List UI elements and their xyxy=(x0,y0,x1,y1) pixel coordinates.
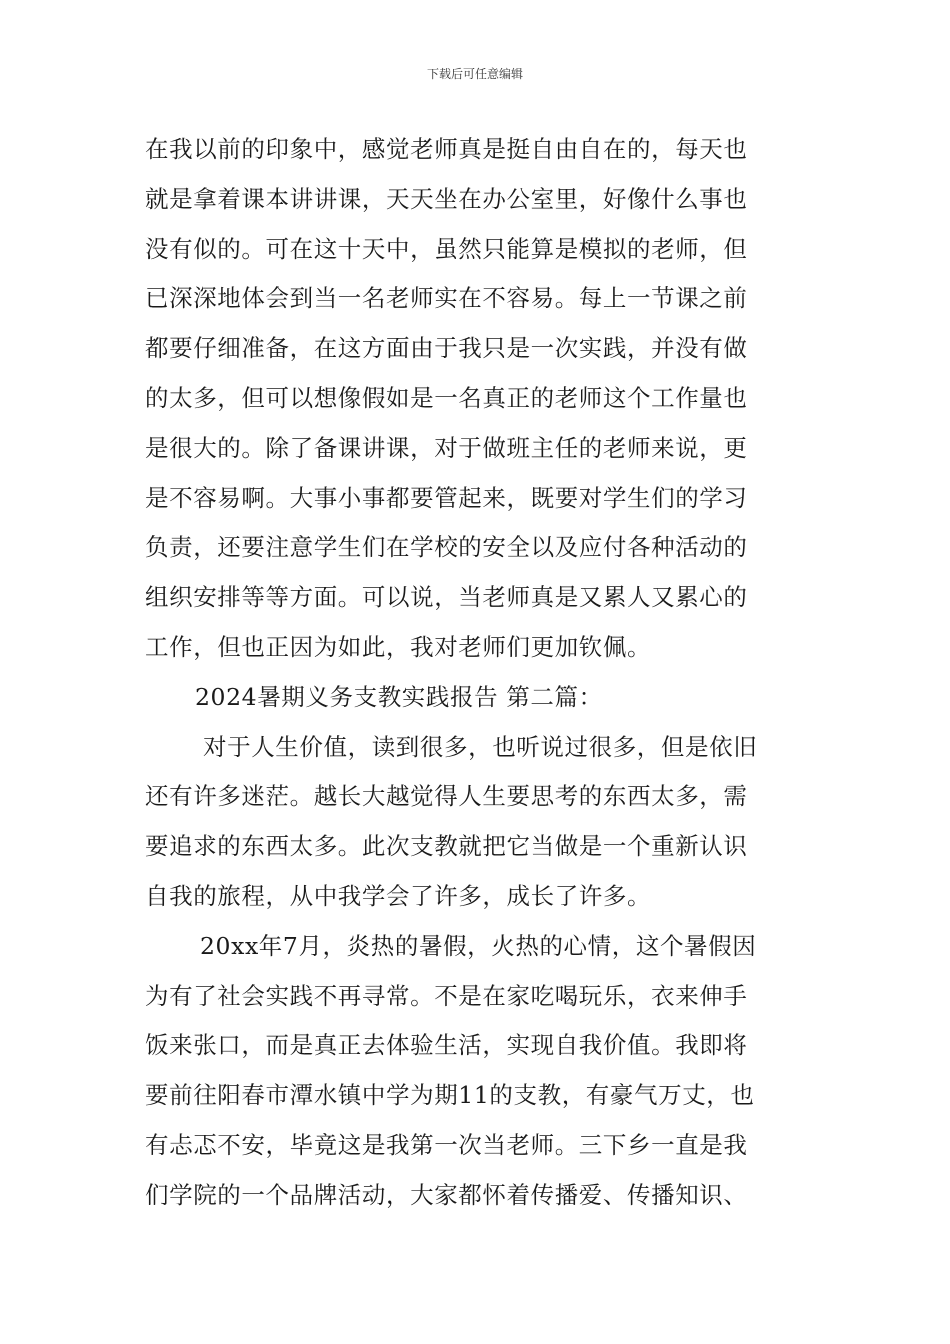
text-line: 是不容易啊。大事小事都要管起来，既要对学生们的学习 xyxy=(145,483,748,512)
text-line: 要追求的东西太多。此次支教就把它当做是一个重新认识 xyxy=(145,832,748,861)
text-line: 组织安排等等方面。可以说，当老师真是又累人又累心的 xyxy=(145,583,748,612)
text-line: 在我以前的印象中，感觉老师真是挺自由自在的，每天也 xyxy=(145,135,748,163)
text-line: 要前往阳春市潭水镇中学为期11的支教，有豪气万丈，也 xyxy=(145,1081,755,1110)
text-line: 饭来张口，而是真正去体验生活，实现自我价值。我即将 xyxy=(145,1031,748,1060)
text-line: 们学院的一个品牌活动，大家都怀着传播爱、传播知识、 xyxy=(145,1180,748,1209)
text-line: 都要仔细准备，在这方面由于我只是一次实践，并没有做 xyxy=(145,334,748,363)
text-line: 是很大的。除了备课讲课，对于做班主任的老师来说，更 xyxy=(145,433,748,462)
text-line: 工作，但也正因为如此，我对老师们更加钦佩。 xyxy=(145,632,652,661)
text-line: 自我的旅程，从中我学会了许多，成长了许多。 xyxy=(145,881,652,910)
page-header: 下载后可任意编辑 xyxy=(426,67,523,81)
text-line: 有忐忑不安，毕竟这是我第一次当老师。三下乡一直是我 xyxy=(145,1130,748,1159)
text-line: 没有似的。可在这十天中，虽然只能算是模拟的老师，但 xyxy=(145,234,748,263)
text-line: 20xx年7月，炎热的暑假，火热的心情，这个暑假因 xyxy=(200,931,757,960)
document-body xyxy=(145,125,815,1221)
text-line: 已深深地体会到当一名老师实在不容易。每上一节课之前 xyxy=(145,284,748,313)
text-line: 负责，还要注意学生们在学校的安全以及应付各种活动的 xyxy=(145,533,748,562)
text-line: 对于人生价值，读到很多，也听说过很多，但是依旧 xyxy=(203,732,758,761)
text-line: 还有许多迷茫。越长大越觉得人生要思考的东西太多，需 xyxy=(145,782,748,811)
text-line: 为有了社会实践不再寻常。不是在家吃喝玩乐，衣来伸手 xyxy=(145,981,748,1010)
text-line: 就是拿着课本讲讲课，天天坐在办公室里，好像什么事也 xyxy=(145,184,748,213)
text-line: 的太多，但可以想像假如是一名真正的老师这个工作量也 xyxy=(145,383,748,412)
section-heading: 2024暑期义务支教实践报告 第二篇： xyxy=(195,682,603,711)
